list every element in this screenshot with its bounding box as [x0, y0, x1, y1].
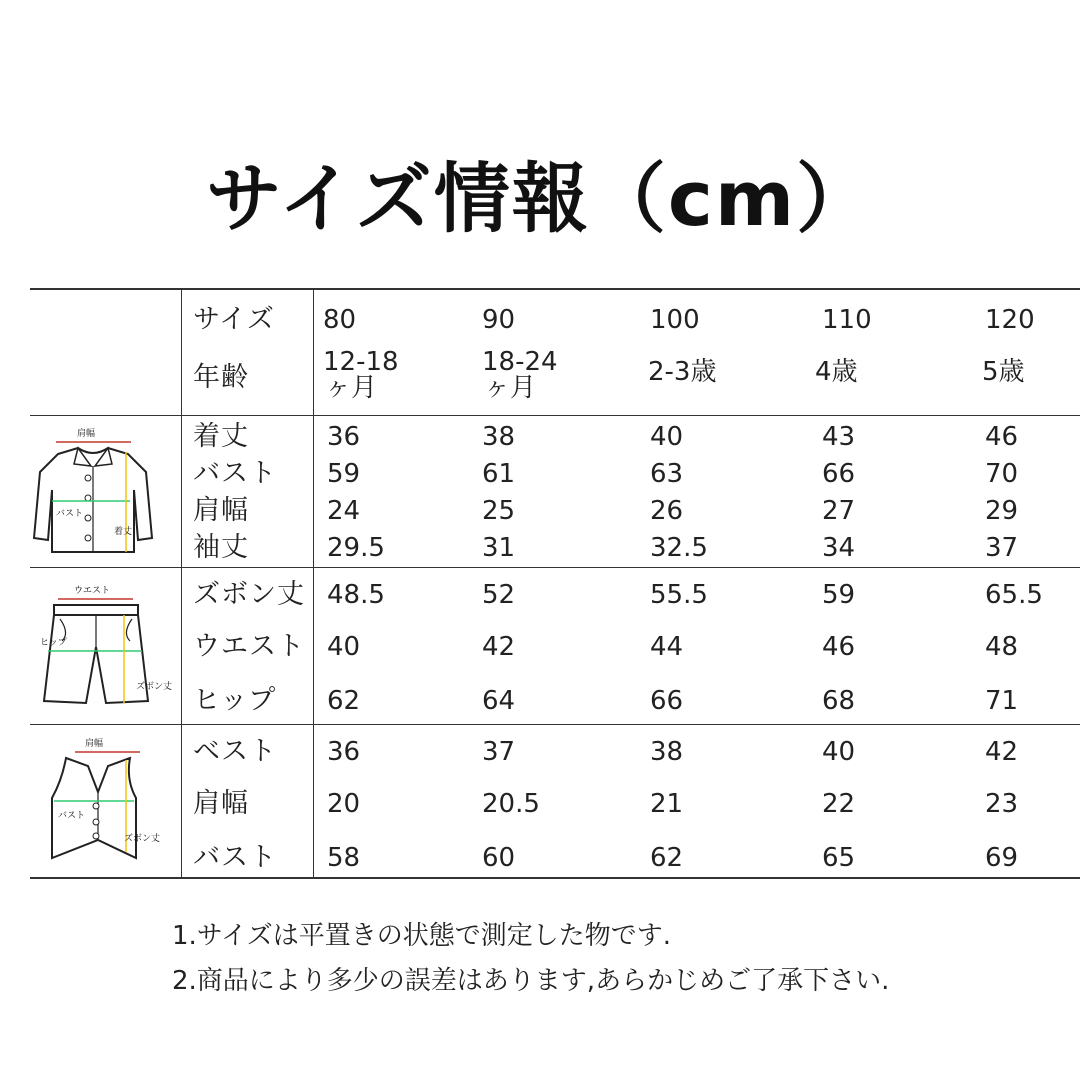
- table-cell: 58: [327, 843, 361, 873]
- table-cell: 59: [327, 459, 361, 489]
- jacket-row-label: バスト: [193, 458, 277, 489]
- pants-diagram-icon: [30, 575, 190, 725]
- table-cell: 62: [650, 843, 684, 873]
- table-cell: 22: [822, 789, 856, 819]
- table-divider-header: [30, 415, 1080, 416]
- table-divider-jacket: [30, 567, 1080, 568]
- table-cell: 44: [650, 632, 684, 662]
- jacket-row-label: 肩幅: [193, 495, 249, 526]
- table-cell: 29: [985, 496, 1019, 526]
- table-cell: 32.5: [650, 533, 708, 563]
- age-value: 5歳: [982, 357, 1025, 387]
- table-cell: 34: [822, 533, 856, 563]
- jacket-length-label: 着丈: [114, 527, 133, 537]
- table-cell: 71: [985, 686, 1019, 716]
- table-cell: 61: [482, 459, 516, 489]
- table-cell: 48: [985, 632, 1019, 662]
- table-cell: 65.5: [985, 580, 1043, 610]
- table-cell: 26: [650, 496, 684, 526]
- size-value: 100: [650, 305, 700, 335]
- age-value: ヶ月: [325, 373, 378, 403]
- table-cell: 43: [822, 422, 856, 452]
- table-cell: 31: [482, 533, 516, 563]
- age-value: 2-3歳: [648, 357, 717, 387]
- table-cell: 65: [822, 843, 856, 873]
- table-cell: 40: [650, 422, 684, 452]
- size-value: 120: [985, 305, 1035, 335]
- table-cell: 60: [482, 843, 516, 873]
- vest-row-label: バスト: [193, 842, 277, 873]
- size-value: 80: [323, 305, 357, 335]
- table-cell: 64: [482, 686, 516, 716]
- jacket-diagram-icon: [18, 420, 168, 570]
- table-cell: 23: [985, 789, 1019, 819]
- table-cell: 66: [822, 459, 856, 489]
- table-cell: 25: [482, 496, 516, 526]
- vest-diagram-icon: [30, 728, 180, 878]
- table-cell: 66: [650, 686, 684, 716]
- pants-waist-label: ウエスト: [74, 586, 111, 596]
- age-value: 18-24: [482, 347, 558, 377]
- table-cell: 42: [985, 737, 1019, 767]
- table-cell: 62: [327, 686, 361, 716]
- table-cell: 20.5: [482, 789, 540, 819]
- vest-length-label: ズボン丈: [124, 834, 161, 844]
- vest-row-label: ベスト: [193, 736, 277, 767]
- table-cell: 29.5: [327, 533, 385, 563]
- table-cell: 46: [985, 422, 1019, 452]
- jacket-bust-label: バスト: [56, 509, 84, 519]
- table-cell: 36: [327, 737, 361, 767]
- table-cell: 37: [482, 737, 516, 767]
- table-cell: 21: [650, 789, 684, 819]
- table-cell: 37: [985, 533, 1019, 563]
- table-cell: 40: [822, 737, 856, 767]
- table-top-border: [30, 288, 1080, 290]
- table-cell: 20: [327, 789, 361, 819]
- pants-row-label: ヒップ: [193, 685, 277, 716]
- table-cell: 68: [822, 686, 856, 716]
- age-value: 4歳: [815, 357, 858, 387]
- table-cell: 63: [650, 459, 684, 489]
- age-value: 12-18: [323, 347, 399, 377]
- table-cell: 27: [822, 496, 856, 526]
- jacket-shoulder-label: 肩幅: [77, 429, 96, 439]
- table-cell: 69: [985, 843, 1019, 873]
- age-header-label: 年齢: [193, 362, 249, 393]
- vest-shoulder-label: 肩幅: [85, 739, 104, 749]
- table-cell: 52: [482, 580, 516, 610]
- table-cell: 38: [482, 422, 516, 452]
- vest-bust-label: バスト: [58, 811, 86, 821]
- table-cell: 38: [650, 737, 684, 767]
- page-title: サイズ情報（cm）: [205, 154, 875, 243]
- table-cell: 42: [482, 632, 516, 662]
- jacket-row-label: 着丈: [193, 421, 249, 452]
- table-cell: 48.5: [327, 580, 385, 610]
- size-header-label: サイズ: [193, 304, 275, 335]
- table-bottom-border: [30, 877, 1080, 879]
- pants-length-label: ズボン丈: [136, 682, 173, 692]
- table-cell: 46: [822, 632, 856, 662]
- pants-row-label: ウエスト: [193, 631, 305, 662]
- table-col-divider-2: [313, 288, 314, 878]
- table-cell: 24: [327, 496, 361, 526]
- pants-hip-label: ヒップ: [40, 638, 67, 648]
- note-line: 1.サイズは平置きの状態で測定した物です.: [172, 921, 671, 951]
- table-cell: 59: [822, 580, 856, 610]
- jacket-row-label: 袖丈: [193, 532, 249, 563]
- size-value: 90: [482, 305, 516, 335]
- size-value: 110: [822, 305, 872, 335]
- pants-row-label: ズボン丈: [193, 579, 305, 610]
- table-cell: 36: [327, 422, 361, 452]
- vest-row-label: 肩幅: [193, 788, 249, 819]
- table-cell: 55.5: [650, 580, 708, 610]
- age-value: ヶ月: [484, 373, 537, 403]
- note-line: 2.商品により多少の誤差はあります,あらかじめご了承下さい.: [172, 966, 890, 996]
- table-cell: 70: [985, 459, 1019, 489]
- table-cell: 40: [327, 632, 361, 662]
